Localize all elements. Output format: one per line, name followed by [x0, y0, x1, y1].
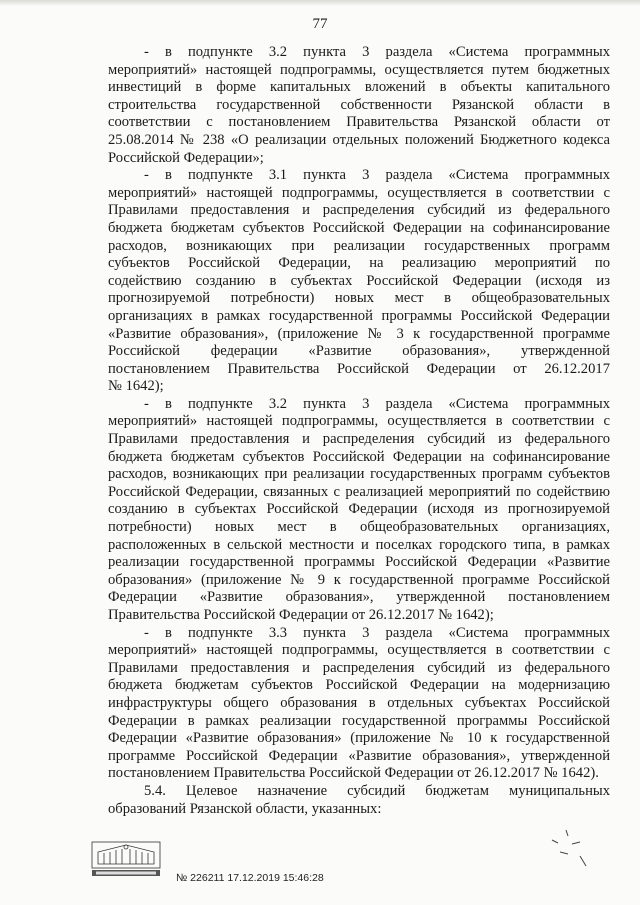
- text-line: № 1642);: [108, 378, 164, 395]
- text-line: субъектов Российской Федерации, на реализацию мероприятий по: [108, 255, 610, 272]
- text-line: прогнозируемой потребности) новых мест в общеобразовательных: [108, 290, 610, 307]
- text-line: бюджета бюджетам субъектов Российской Федерации на модернизацию: [108, 677, 610, 694]
- text-line: содействию созданию в субъектах Российской Федерации (исходя из: [108, 272, 610, 289]
- text-line: созданию в субъектах Российской Федерации (исходя из прогнозируемой: [108, 501, 610, 518]
- text-line: Правилами предоставления и распределения субсидий из федерального: [108, 202, 610, 219]
- text-line: образований Рязанской области, указанных:: [108, 800, 382, 817]
- text-line: «Развитие образования», (приложение № 3 к государственной программе: [108, 325, 610, 342]
- text-line: Российской Федерации»;: [108, 149, 264, 166]
- paragraph-item-5: [108, 783, 610, 818]
- text-line: расходов, возникающих при реализации государственных программ субъектов: [108, 466, 610, 483]
- text-line: Правилами предоставления и распределения субсидий из федерального: [108, 431, 610, 448]
- text-line: соответствии с постановлением Правительства Рязанской области от: [108, 114, 610, 131]
- text-line: Федерации «Развитие образования», утвержденной постановлением: [108, 589, 610, 606]
- text-line: Российской федерации «Развитие образования», утвержденной: [108, 343, 610, 360]
- text-line: мероприятий» настоящей подпрограммы, осуществляется путем бюджетных: [108, 61, 610, 78]
- page-edge-shadow: [0, 0, 640, 6]
- text-line: 5.4. Целевое назначение субсидий бюджетам муниципальных: [144, 782, 610, 799]
- text-line: Правилами предоставления и распределения субсидий из федерального: [108, 659, 610, 676]
- document-id-footer: № 226211 17.12.2019 15:46:28: [176, 872, 324, 884]
- text-line: инвестиций в форме капитальных вложений в объекты капитального: [108, 79, 610, 96]
- text-line: мероприятий» настоящей подпрограммы, осуществляется в соответствии с: [108, 184, 610, 201]
- page-number: 77: [312, 16, 328, 32]
- text-line: 25.08.2014 № 238 «О реализации отдельных положений Бюджетного кодекса: [108, 131, 610, 148]
- text-line: мероприятий» настоящей подпрограммы, осуществляется в соответствии с: [108, 413, 610, 430]
- text-line: расходов, возникающих при реализации государственных программ: [108, 237, 610, 254]
- text-line: потребности) новых мест в общеобразовательных организациях,: [108, 519, 610, 536]
- text-line: Российской Федерации, связанных с реализацией мероприятий по содействию: [108, 483, 610, 500]
- text-line: - в подпункте 3.2 пункта 3 раздела «Система программных: [144, 44, 610, 60]
- text-line: постановлением Правительства Российской Федерации от 26.12.2017: [108, 360, 610, 377]
- text-line: расположенных в сельской местности и поселках городского типа, в рамках: [108, 536, 610, 553]
- scan-marks-icon: [546, 826, 592, 872]
- text-line: постановлением Правительства Российской Федерации от 26.12.2017 № 1642).: [108, 765, 599, 782]
- text-line: мероприятий» настоящей подпрограммы, осуществляется в соответствии с: [108, 642, 610, 659]
- text-line: строительства государственной собственности Рязанской области в: [108, 96, 610, 113]
- text-line: инфраструктуры общего образования в отдельных субъектах Российской: [108, 694, 610, 711]
- text-line: организациях в рамках государственной программы Российской Федерации: [108, 307, 610, 324]
- document-body: [108, 44, 610, 818]
- text-line: образования» (приложение № 9 к государственной программе Российской: [108, 571, 610, 588]
- paragraph-item-3: [108, 396, 610, 625]
- building-stamp-icon: [90, 840, 162, 878]
- text-line: - в подпункте 3.2 пункта 3 раздела «Система программных: [144, 395, 610, 412]
- text-line: Федерации «Развитие образования» (приложение № 10 к государственной: [108, 730, 610, 747]
- text-line: Федерации в рамках реализации государственной программы Российской: [108, 712, 610, 729]
- paragraph-item-2: [108, 167, 610, 396]
- text-line: - в подпункте 3.1 пункта 3 раздела «Система программных: [144, 167, 610, 184]
- text-line: реализации государственной программы Российской Федерации «Развитие: [108, 554, 610, 571]
- text-line: бюджета бюджетам субъектов Российской Федерации на софинансирование: [108, 448, 610, 465]
- text-line: Правительства Российской Федерации от 26.12.2017 № 1642);: [108, 607, 494, 623]
- text-line: бюджета бюджетам субъектов Российской Федерации на софинансирование: [108, 219, 610, 236]
- paragraph-item-4: [108, 625, 610, 783]
- text-line: программе Российской Федерации «Развитие образования», утвержденной: [108, 747, 610, 764]
- text-line: - в подпункте 3.3 пункта 3 раздела «Система программных: [144, 624, 610, 641]
- paragraph-item-1: [108, 44, 610, 167]
